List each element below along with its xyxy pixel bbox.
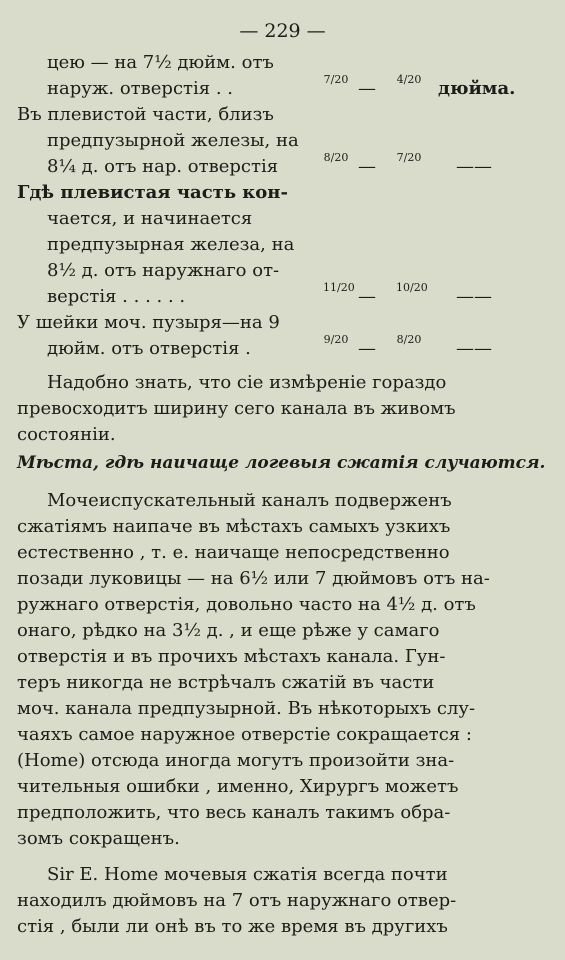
- table-row-line: Гдѣ плевистая часть кон-: [17, 182, 288, 203]
- text-line: (Home) отсюда иногда могутъ произойти зна-: [17, 750, 455, 771]
- page-number: — 229 —: [239, 20, 326, 42]
- range-dash: —: [358, 338, 376, 359]
- text-line: моч. канала предпузырной. Въ нѣкоторыхъ слу-: [17, 698, 476, 719]
- text-line: чаяхъ самое наружное отверстіе сокращается :: [17, 724, 472, 745]
- fraction-value: 7/20: [396, 151, 422, 164]
- table-row-line: 8½ д. отъ наружнаго от-: [47, 260, 280, 281]
- section-heading: Мѣста, гдѣ наичаще логевыя сжатія случаются.: [17, 453, 546, 473]
- fraction-value: 11/20: [323, 281, 355, 294]
- table-row-line: верстія . . . . . .: [47, 286, 186, 307]
- ditto-dash: ——: [456, 338, 492, 359]
- table-row-line: наруж. отверстія . .: [47, 78, 233, 99]
- text-line: находилъ дюймовъ на 7 отъ наружнаго отвер-: [17, 890, 457, 911]
- text-line: Sir E. Home мочевыя сжатія всегда почти: [47, 864, 448, 885]
- fraction-value: 4/20: [396, 73, 422, 86]
- fraction-value: 10/20: [396, 281, 428, 294]
- table-row-line: цею — на 7½ дюйм. отъ: [47, 52, 274, 73]
- table-row-line: предпузырной железы, на: [47, 130, 299, 151]
- unit-label: дюйма.: [438, 78, 516, 99]
- table-row-line: 8¼ д. отъ нар. отверстія: [47, 156, 279, 177]
- text-line: предположить, что весь каналъ такимъ обра-: [17, 802, 451, 823]
- table-row-line: дюйм. отъ отверстія .: [47, 338, 251, 359]
- text-line: чительныя ошибки , именно, Хирургъ можетъ: [17, 776, 459, 797]
- text-line: теръ никогда не встрѣчалъ сжатій въ части: [17, 672, 435, 693]
- text-line: естественно , т. е. наичаще непосредственно: [17, 542, 450, 563]
- range-dash: —: [358, 156, 376, 177]
- ditto-dash: ——: [456, 156, 492, 177]
- text-line: стія , были ли онѣ въ то же время въ другихъ: [17, 916, 448, 937]
- table-row-line: У шейки моч. пузыря—на 9: [17, 312, 280, 333]
- range-dash: —: [358, 78, 376, 99]
- text-line: Надобно знать, что сіе измѣреніе гораздо: [47, 372, 447, 393]
- text-line: состояніи.: [17, 424, 116, 445]
- table-row-line: предпузырная железа, на: [47, 234, 295, 255]
- table-row-line: чается, и начинается: [47, 208, 253, 229]
- text-line: позади луковицы — на 6½ или 7 дюймовъ отъ на-: [17, 568, 490, 589]
- text-line: зомъ сокращенъ.: [17, 828, 180, 849]
- fraction-value: 7/20: [323, 73, 349, 86]
- table-row-line: Въ плевистой части, близъ: [17, 104, 274, 125]
- fraction-value: 8/20: [396, 333, 422, 346]
- text-line: превосходитъ ширину сего канала въ живомъ: [17, 398, 456, 419]
- fraction-value: 8/20: [323, 151, 349, 164]
- text-line: отверстія и въ прочихъ мѣстахъ канала. Гун-: [17, 646, 446, 667]
- range-dash: —: [358, 286, 376, 307]
- text-line: Мочеиспускательный каналъ подверженъ: [47, 490, 452, 511]
- ditto-dash: ——: [456, 286, 492, 307]
- text-line: сжатіямъ наипаче въ мѣстахъ самыхъ узкихъ: [17, 516, 451, 537]
- text-line: онаго, рѣдко на 3½ д. , и еще рѣже у самаго: [17, 620, 440, 641]
- text-line: ружнаго отверстія, довольно часто на 4½ д. отъ: [17, 594, 476, 615]
- fraction-value: 9/20: [323, 333, 349, 346]
